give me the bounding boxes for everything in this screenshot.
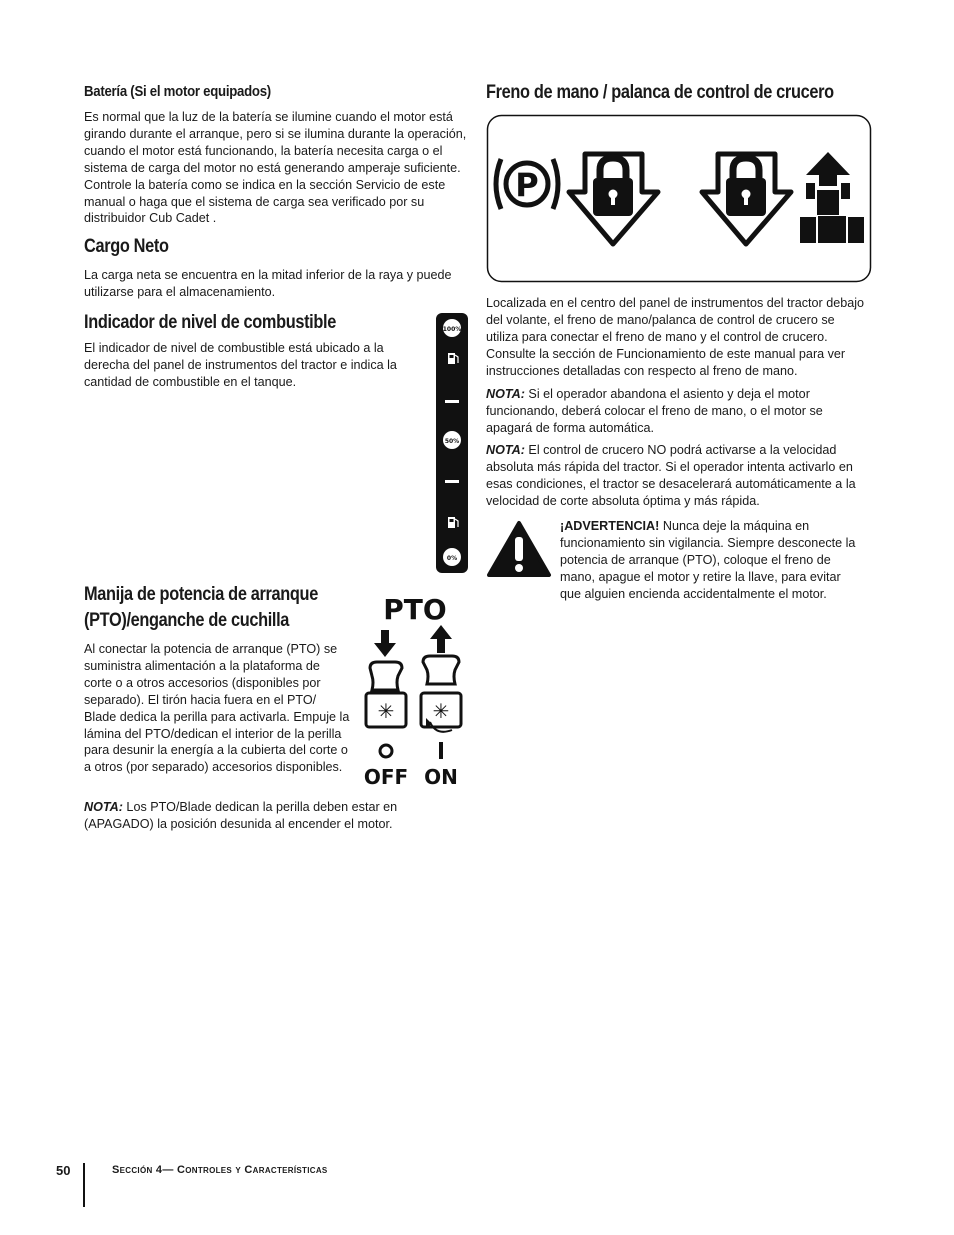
- pto-graphic: [360, 590, 470, 790]
- gauge-label-half: 50%: [444, 438, 460, 445]
- brake-nota-1-text: Si el operador abandona el asiento y deja el motor funcionando, deberá colocar el freno de mano, o el motor se apagará de forma automática.: [486, 387, 823, 435]
- footer-divider: [83, 1163, 85, 1207]
- battery-heading: Batería (Si el motor equipados): [84, 83, 271, 100]
- warning-label: ¡ADVERTENCIA!: [560, 519, 660, 533]
- knob-pushed-icon: [366, 662, 406, 727]
- fuel-heading: Indicador de nivel de combustible: [84, 312, 336, 333]
- off-circle-icon: [380, 745, 392, 757]
- pto-graphic-title: PTO: [383, 593, 447, 626]
- brake-heading: Freno de mano / palanca de control de crucero: [486, 82, 834, 103]
- arrow-up-icon: [430, 625, 452, 653]
- pto-heading-line2: (PTO)/enganche de cuchilla: [84, 610, 290, 631]
- page-number: 50: [56, 1163, 71, 1178]
- pto-nota-text: Los PTO/Blade dedican la perilla deben estar en (APAGADO) la posición desunida al encender el motor.: [84, 800, 398, 831]
- pto-nota-label: NOTA:: [84, 800, 123, 814]
- brake-nota-2-text: El control de crucero NO podrá activarse a la velocidad absoluta más rápida del tractor. Si el operador intenta activarlo en esas condiciones, el tractor se desacelerará automáticamente a la velocidad de corte absoluta óptima y más rápida.: [486, 443, 856, 508]
- cargo-body: La carga neta se encuentra en la mitad inferior de la raya y puede utilizarse para el almacenamiento.: [84, 268, 452, 299]
- gauge-label-empty: 0%: [446, 555, 458, 562]
- svg-text:✳: ✳: [432, 699, 450, 723]
- brake-graphic: [486, 114, 872, 284]
- pto-nota: [84, 799, 468, 833]
- brake-nota-2-label: NOTA:: [486, 443, 525, 457]
- svg-text:P: P: [515, 166, 539, 204]
- pto-off-label: OFF: [363, 765, 409, 789]
- pto-on-label: ON: [424, 765, 458, 789]
- pto-heading-line1: Manija de potencia de arranque: [84, 584, 318, 605]
- brake-body: Localizada en el centro del panel de instrumentos del tractor debajo del volante, el freno de mano/palanca de control de crucero se utiliza para conectar el freno de mano y el control de crucero. Consulte la sección de Funcionamiento de este manual para ver instrucciones detalladas con respecto al freno de mano.: [486, 296, 865, 378]
- warning-triangle-icon: [486, 520, 552, 578]
- brake-nota-2: [486, 442, 870, 510]
- knob-pulled-icon: [421, 656, 461, 732]
- arrow-down-icon: [374, 630, 396, 657]
- on-line-icon: [439, 742, 443, 759]
- battery-body: Es normal que la luz de la batería se ilumine cuando el motor está girando durante el arranque, pero si se ilumina durante la operación, cuando el motor está funcionando, la batería necesita carga o el sistema de carga del motor no está generando amperaje suficiente. Controle la batería como se indica en la sección Servicio de este manual o haga que el sistema de carga sea verificado por su distribuidor Cub Cadet .: [84, 110, 467, 226]
- gauge-label-full: 100%: [442, 326, 462, 333]
- pto-body: Al conectar la potencia de arranque (PTO) se suministra alimentación a la plataforma de corte o a otros accesorios (disponibles por separado). El tirón hacia fuera en el PTO/ Blade dedica la perilla para activarla. Empuje la lámina del PTO/dedican el interior de la perilla para desunir la energía a la cubierta del corte o a otros (por separado) accesorios disponibles.: [84, 642, 350, 775]
- svg-text:✳: ✳: [377, 699, 395, 723]
- warning-text: Nunca deje la máquina en funcionamiento sin vigilancia. Siempre desconecte la potencia de arranque (PTO), coloque el freno de mano, apague el motor y retire la llave, para evitar que alguien encienda accidentalmente el motor.: [560, 519, 856, 601]
- fuel-body: El indicador de nivel de combustible está ubicado a la derecha del panel de instrumentos del tractor e indica la cantidad de combustible en el tanque.: [84, 341, 397, 389]
- brake-nota-1: [486, 386, 870, 437]
- brake-nota-1-label: NOTA:: [486, 387, 525, 401]
- warning-text-block: [560, 518, 864, 603]
- fuel-gauge-graphic: [436, 313, 468, 573]
- footer-section-title: Sección 4— Controles y Características: [112, 1164, 328, 1176]
- cargo-heading: Cargo Neto: [84, 236, 169, 257]
